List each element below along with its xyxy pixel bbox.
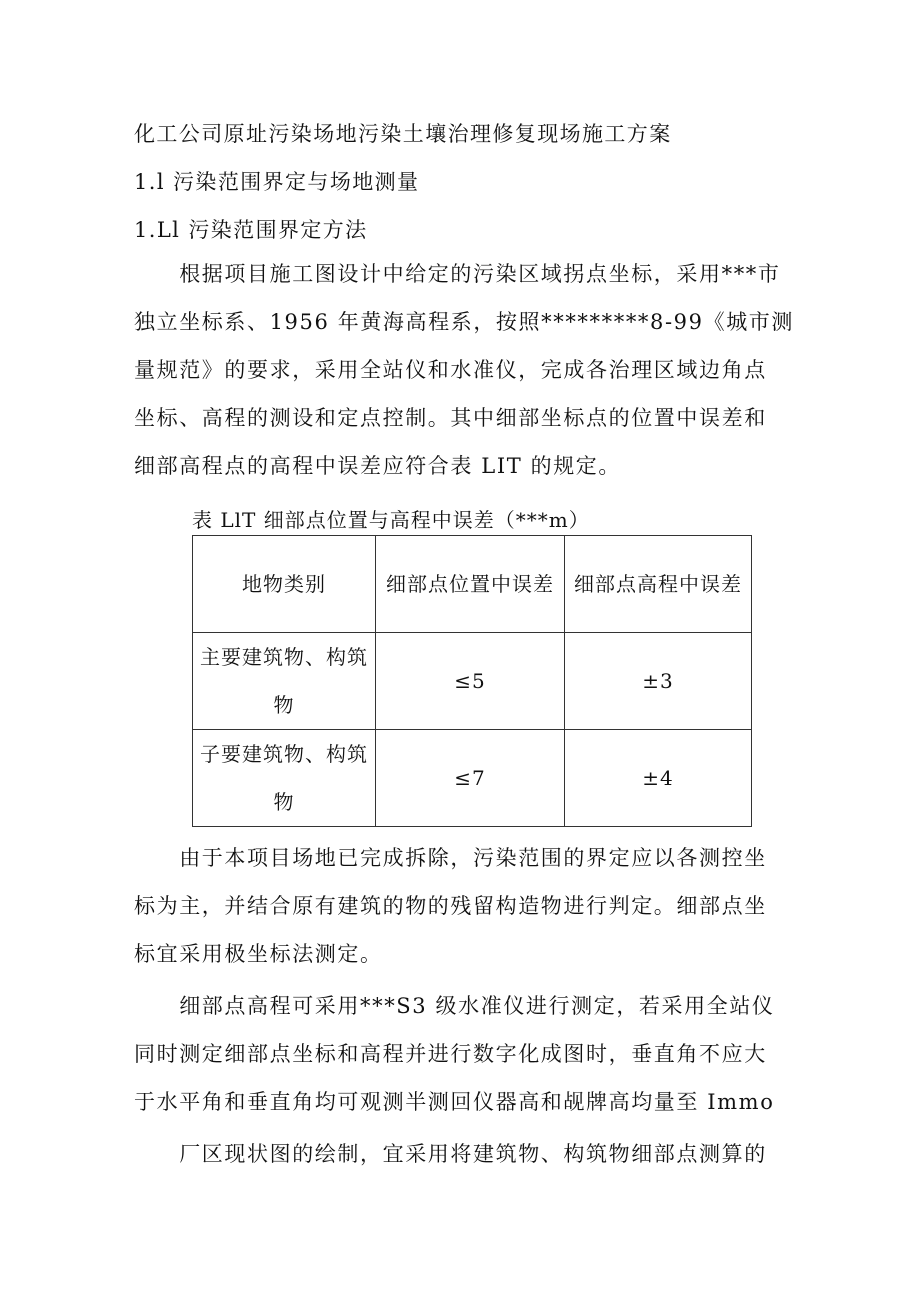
table-cell: ±4 [565, 730, 752, 827]
paragraph-line: 根据项目施工图设计中给定的污染区域拐点坐标，采用***市 [134, 262, 781, 286]
table-cell: ±3 [565, 633, 752, 730]
paragraph-line: 同时测定细部点坐标和高程并进行数字化成图时，垂直角不应大 [134, 1042, 767, 1066]
table-cell: ≤7 [376, 730, 565, 827]
table-row [193, 633, 752, 730]
paragraph-1 [134, 250, 794, 490]
header-cell: 细部点高程中误差 [565, 536, 752, 633]
document-title: 化工公司原址污染场地污染土壤治理修复现场施工方案 [134, 122, 672, 146]
section-heading: 1.l 污染范围界定与场地测量 [134, 170, 420, 194]
paragraph-line: 细部点高程可采用***S3 级水准仪进行测定，若采用全站仪 [134, 994, 775, 1018]
paragraph-line: 厂区现状图的绘制，宜采用将建筑物、构筑物细部点测算的 [134, 1142, 767, 1166]
paragraph-line: 标宜采用极坐标法测定。 [134, 942, 383, 966]
paragraph-line: 量规范》的要求，采用全站仪和水准仪，完成各治理区域边角点 [134, 358, 767, 382]
table-caption: 表 LlT 细部点位置与高程中误差（***m） [192, 508, 590, 532]
paragraph-line: 于水平角和垂直角均可观测半测回仪器高和觇牌高均量至 Immo [134, 1090, 775, 1114]
table-cell: 子要建筑物、构筑物 [193, 730, 376, 827]
paragraph-3 [134, 982, 794, 1126]
table-row [193, 730, 752, 827]
header-cell: 细部点位置中误差 [376, 536, 565, 633]
paragraph-line: 标为主，并结合原有建筑的物的残留构造物进行判定。细部点坐 [134, 894, 767, 918]
table-header-row [193, 536, 752, 633]
paragraph-4 [134, 1130, 794, 1178]
header-cell: 地物类别 [193, 536, 376, 633]
paragraph-line: 坐标、高程的测设和定点控制。其中细部坐标点的位置中误差和 [134, 406, 767, 430]
table-cell: ≤5 [376, 633, 565, 730]
table-cell: 主要建筑物、构筑物 [193, 633, 376, 730]
paragraph-line: 由于本项目场地已完成拆除，污染范围的界定应以各测控坐 [134, 846, 767, 870]
paragraph-line: 独立坐标系、1956 年黄海高程系，按照*********8-99《城市测 [134, 310, 794, 334]
paragraph-line: 细部高程点的高程中误差应符合表 LIT 的规定。 [134, 454, 621, 478]
paragraph-2 [134, 834, 794, 978]
error-table [192, 535, 752, 827]
subsection-heading: 1.Ll 污染范围界定方法 [134, 218, 368, 242]
